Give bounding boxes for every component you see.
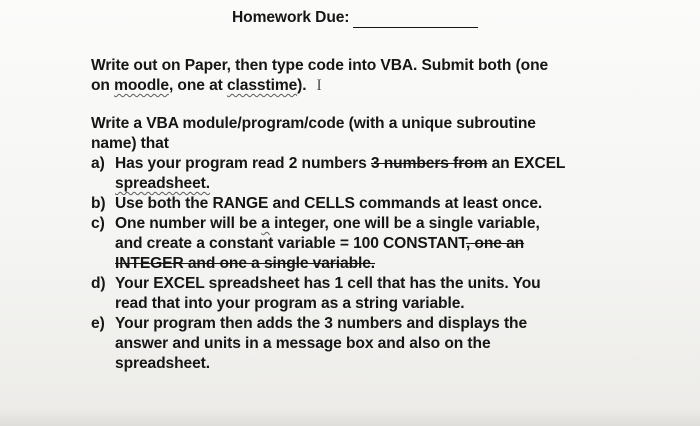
- task-item-body: [115, 274, 651, 314]
- task-item-c-line-1: [115, 214, 651, 234]
- task-item-marker: a): [91, 155, 105, 172]
- instruction-line-2-suffix: ).: [297, 77, 307, 94]
- task-item-c-line-2-prefix: and create a constant variable = 100 CONSTANT: [115, 235, 466, 252]
- task-item-e-line-3: spreadsheet.: [115, 355, 211, 372]
- instruction-line-2-prefix: on: [91, 77, 115, 94]
- task-item-a-line-1-prefix: Has your program read 2 numbers: [115, 155, 371, 172]
- article-a-word: a: [261, 215, 270, 232]
- task-item-c-line-1-prefix: One number will be: [115, 215, 262, 232]
- task-intro-line-2: name) that: [91, 135, 169, 152]
- instruction-line-2: [91, 76, 671, 96]
- spreadsheet-word: spreadsheet.: [115, 175, 211, 192]
- task-item-c: [91, 214, 651, 274]
- task-item-c-line-3: [115, 254, 651, 274]
- task-item-e-line-1: Your program then adds the 3 numbers and displays the: [115, 315, 528, 332]
- task-item-a-line-1-suffix: an EXCEL: [487, 155, 566, 172]
- instruction-line-2-middle: , one at: [168, 77, 227, 94]
- task-item-b: [91, 194, 651, 214]
- instruction-line-1: Write out on Paper, then type code into VBA. Submit both (one: [91, 57, 549, 74]
- task-intro-line-1: Write a VBA module/program/code (with a unique subroutine: [91, 115, 536, 132]
- task-item-body: [115, 314, 651, 374]
- homework-due-line: [232, 8, 478, 28]
- task-item-c-line-2: [115, 234, 651, 254]
- moodle-word: moodle: [114, 77, 169, 94]
- task-item-marker: b): [91, 195, 106, 212]
- task-item-body: [115, 194, 651, 214]
- homework-due-label: Homework Due:: [232, 9, 350, 26]
- task-item-c-struck-line: INTEGER and one a single variable.: [115, 255, 376, 272]
- task-item-marker: c): [91, 215, 105, 232]
- task-item-d-line-2: read that into your program as a string variable.: [115, 295, 465, 312]
- task-list: [91, 154, 651, 374]
- task-item-e: [91, 314, 651, 374]
- task-item-d: [91, 274, 651, 314]
- text-cursor-icon: I: [316, 77, 322, 94]
- task-item-c-line-1-suffix: integer, one will be a single variable,: [269, 215, 540, 232]
- task-item-b-line-1: Use both the RANGE and CELLS commands at least once.: [115, 195, 543, 212]
- task-item-body: [115, 154, 651, 194]
- task-item-a-line-1: [115, 154, 651, 174]
- task-item-marker: e): [91, 315, 105, 332]
- classtime-word: classtime: [226, 77, 298, 94]
- task-item-a-line-2: [115, 174, 651, 194]
- task-item-body: [115, 214, 651, 274]
- due-date-blank: [353, 11, 478, 28]
- task-item-e-line-2: answer and units in a message box and also on the: [115, 335, 491, 352]
- task-intro: [91, 114, 651, 154]
- task-item-d-line-1: Your EXCEL spreadsheet has 1 cell that has the units. You: [115, 275, 541, 292]
- task-item-c-struck-text: , one an: [465, 235, 525, 252]
- task-item-a-struck-text: 3 numbers from: [370, 155, 488, 172]
- task-item-a: [91, 154, 651, 194]
- task-item-marker: d): [91, 275, 106, 292]
- submission-instructions: [91, 56, 671, 96]
